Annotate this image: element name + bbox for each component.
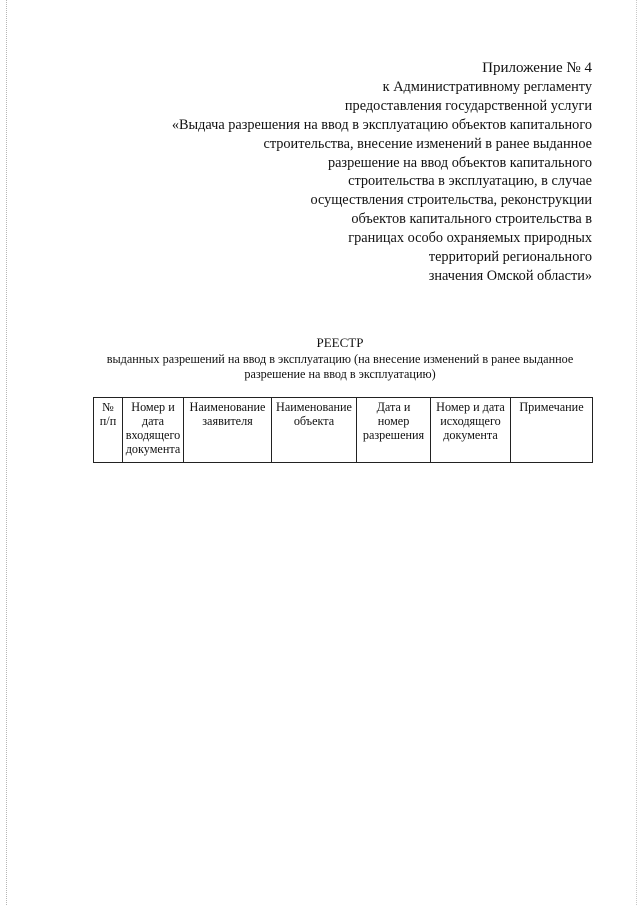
registry-header-row bbox=[94, 398, 593, 463]
annex-line: границах особо охраняемых природных bbox=[348, 230, 592, 247]
registry-subtitle bbox=[60, 352, 620, 382]
registry-table bbox=[93, 397, 593, 463]
header-text: Дата и bbox=[376, 400, 411, 414]
column-header-number bbox=[94, 398, 123, 463]
column-header-incoming-document bbox=[123, 398, 184, 463]
annex-header bbox=[132, 59, 592, 286]
header-text: документа bbox=[443, 428, 498, 442]
annex-line: территорий регионального bbox=[428, 249, 592, 266]
header-text: дата bbox=[141, 414, 165, 428]
column-header-applicant bbox=[184, 398, 272, 463]
header-text: входящего bbox=[125, 428, 181, 442]
annex-line: объектов капитального строительства в bbox=[351, 211, 592, 228]
scan-right-edge bbox=[636, 0, 637, 905]
header-text: Номер и bbox=[131, 400, 175, 414]
header-text: Наименование bbox=[276, 400, 352, 414]
column-header-outgoing-document bbox=[431, 398, 511, 463]
column-header-note bbox=[511, 398, 593, 463]
annex-line: разрешение на ввод объектов капитального bbox=[327, 154, 592, 171]
column-header-permit bbox=[357, 398, 431, 463]
header-text: объекта bbox=[293, 414, 335, 428]
annex-line: осуществления строительства, реконструкции bbox=[310, 192, 592, 209]
header-text: заявителя bbox=[202, 414, 253, 428]
header-text: Примечание bbox=[519, 400, 584, 414]
annex-line: предоставления государственной услуги bbox=[344, 97, 592, 114]
registry-subtitle-line: выданных разрешений на ввод в эксплуатацию (на внесение изменений в ранее выданное bbox=[106, 352, 574, 366]
header-text: номер bbox=[377, 414, 410, 428]
registry-subtitle-line: разрешение на ввод в эксплуатацию) bbox=[244, 367, 436, 381]
annex-line: к Административному регламенту bbox=[382, 78, 592, 95]
header-text: п/п bbox=[99, 414, 117, 428]
header-text: Номер и дата bbox=[436, 400, 505, 414]
annex-line: строительства, внесение изменений в ранее выданное bbox=[263, 135, 592, 152]
registry-title: РЕЕСТР bbox=[316, 335, 364, 350]
header-text: разрешения bbox=[362, 428, 425, 442]
header-text: документа bbox=[125, 442, 181, 456]
annex-line: «Выдача разрешения на ввод в эксплуатацию объектов капитального bbox=[171, 116, 592, 133]
annex-line: строительства в эксплуатацию, в случае bbox=[348, 173, 592, 190]
annex-line: значения Омской области» bbox=[428, 267, 592, 284]
header-text: исходящего bbox=[440, 414, 501, 428]
header-text: № bbox=[102, 400, 114, 414]
annex-number: Приложение № 4 bbox=[482, 60, 592, 76]
header-text: Наименование bbox=[189, 400, 266, 414]
scan-left-edge bbox=[6, 0, 7, 905]
column-header-object bbox=[272, 398, 357, 463]
